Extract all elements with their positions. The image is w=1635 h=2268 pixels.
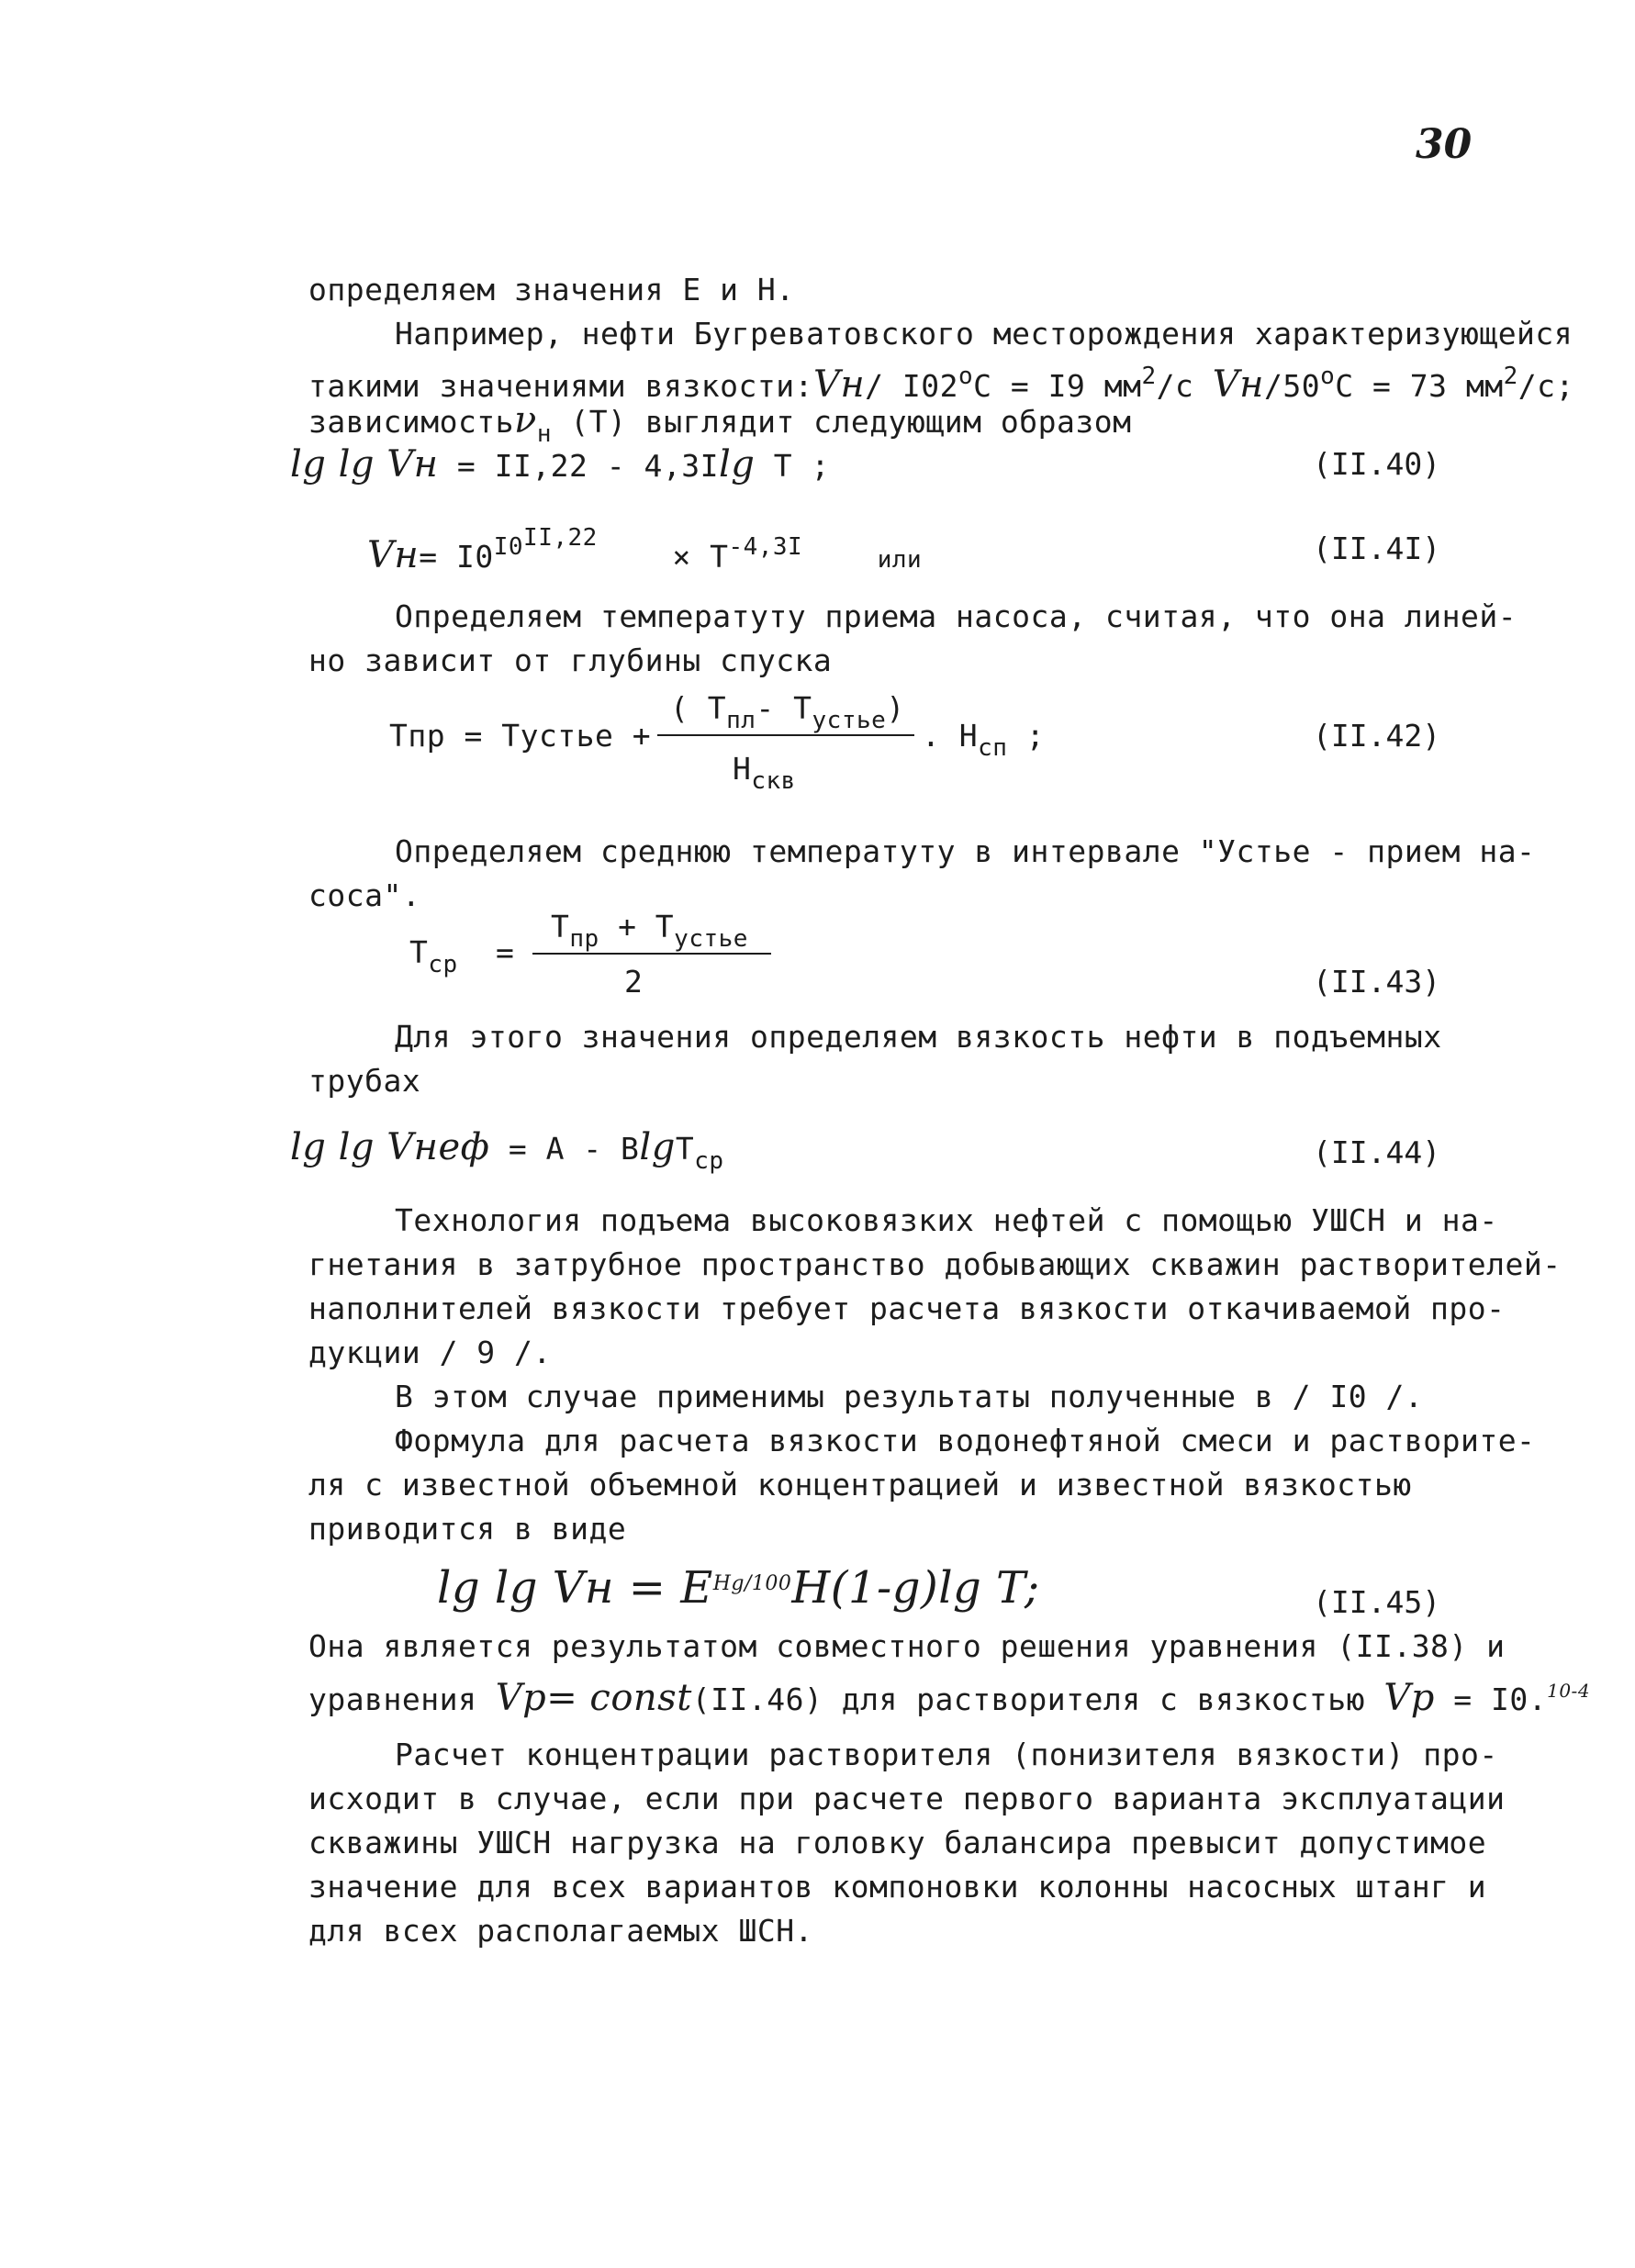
fraction-line	[657, 734, 914, 736]
text-line: ля с известной объемной концентрацией и известной вязкостью	[308, 1467, 1412, 1503]
equation-number: (II.45)	[1313, 1584, 1441, 1620]
text-line: Определяем среднюю температуту в интервале "Устье - прием на-	[395, 833, 1536, 869]
equation-43-denominator: 2	[624, 964, 644, 1000]
equation-number: (II.44)	[1313, 1134, 1441, 1170]
text-line: определяем значения Е и Н.	[308, 272, 795, 307]
equation-43-numerator: $Т_{пр} + Т_{устье}$	[551, 909, 748, 953]
text-line: В этом случае применимы результаты полученные в / I0 /.	[395, 1379, 1424, 1414]
equation-42-lhs: Тпр = Тустье +	[389, 718, 652, 754]
equation-45: lg lg Vн = $E^{Hg/100}H(1-g)\lg$ T;	[437, 1562, 1040, 1614]
equation-number: (II.43)	[1313, 964, 1441, 1000]
fraction-line	[532, 953, 771, 955]
equation-41: $Vн= I0^{I0II,22}$ × $T^{-4,3I}$ или	[367, 524, 923, 576]
equals-sign: =	[496, 934, 515, 970]
text-line: зависимостьν$_н$ (Т) выглядит следующим образом	[308, 399, 1132, 448]
equation-43-lhs: $Т_{ср}$	[409, 934, 458, 978]
text-line: гнетания в затрубное пространство добывающих скважин растворителей-	[308, 1246, 1562, 1282]
equation-number: (II.4I)	[1313, 531, 1441, 566]
text-line: трубах	[308, 1063, 421, 1099]
text-line: соса".	[308, 877, 421, 913]
text-line: для всех располагаемых ШСН.	[308, 1913, 813, 1949]
text-line: Формула для расчета вязкости водонефтяной смеси и растворите-	[395, 1423, 1536, 1458]
equation-40: lg lg Vн = II,22 - 4,3Ilg T ;	[290, 443, 830, 486]
text-line: Технология подъема высоковязких нефтей с помощью УШСН и на-	[395, 1202, 1498, 1238]
equation-42-numerator: ( $Т_{пл}-$ $Т_{устье}$)	[670, 690, 905, 734]
equation-number: (II.40)	[1313, 446, 1441, 482]
text-line: дукции / 9 /.	[308, 1335, 552, 1370]
text-line: приводится в виде	[308, 1511, 627, 1547]
text-line: Она является результатом совместного решения уравнения (II.38) и	[308, 1628, 1506, 1664]
equation-44: lg lg Vнеф = А - ВlgТ$_{ср}$	[290, 1126, 724, 1175]
text-line: наполнителей вязкости требует расчета вязкости откачиваемой про-	[308, 1290, 1506, 1326]
text-line: исходит в случае, если при расчете первого варианта эксплуатации	[308, 1781, 1506, 1816]
equation-42-denominator: $Н_{скв}$	[733, 751, 796, 795]
text-line: Например, нефти Бугреватовского месторождения характеризующейся	[395, 316, 1573, 352]
text-line: уравнения Vp= const(II.46) для растворителя с вязкостью Vp = I0.$^{10-4}$	[308, 1677, 1591, 1719]
text-line: такими значениями вязкости:Vн/ $I02^oС = I9$ $мм^2/с$ $Vн/50^oС = 73$ $мм^2/с$;	[308, 363, 1574, 406]
page-number: 30	[1416, 121, 1473, 168]
equation-number: (II.42)	[1313, 718, 1441, 754]
equation-42-mul: . $Н_{сп}$ ;	[922, 718, 1046, 762]
text-line: значение для всех вариантов компоновки колонны насосных штанг и	[308, 1869, 1487, 1905]
text-line: скважины УШСН нагрузка на головку балансира превысит допустимое	[308, 1825, 1487, 1860]
text-line: Для этого значения определяем вязкость нефти в подъемных	[395, 1019, 1442, 1055]
text-line: Расчет концентрации растворителя (понизителя вязкости) про-	[395, 1737, 1498, 1772]
text-line: но зависит от глубины спуска	[308, 642, 833, 678]
text-line: Определяем температуту приема насоса, считая, что она линей-	[395, 598, 1517, 634]
